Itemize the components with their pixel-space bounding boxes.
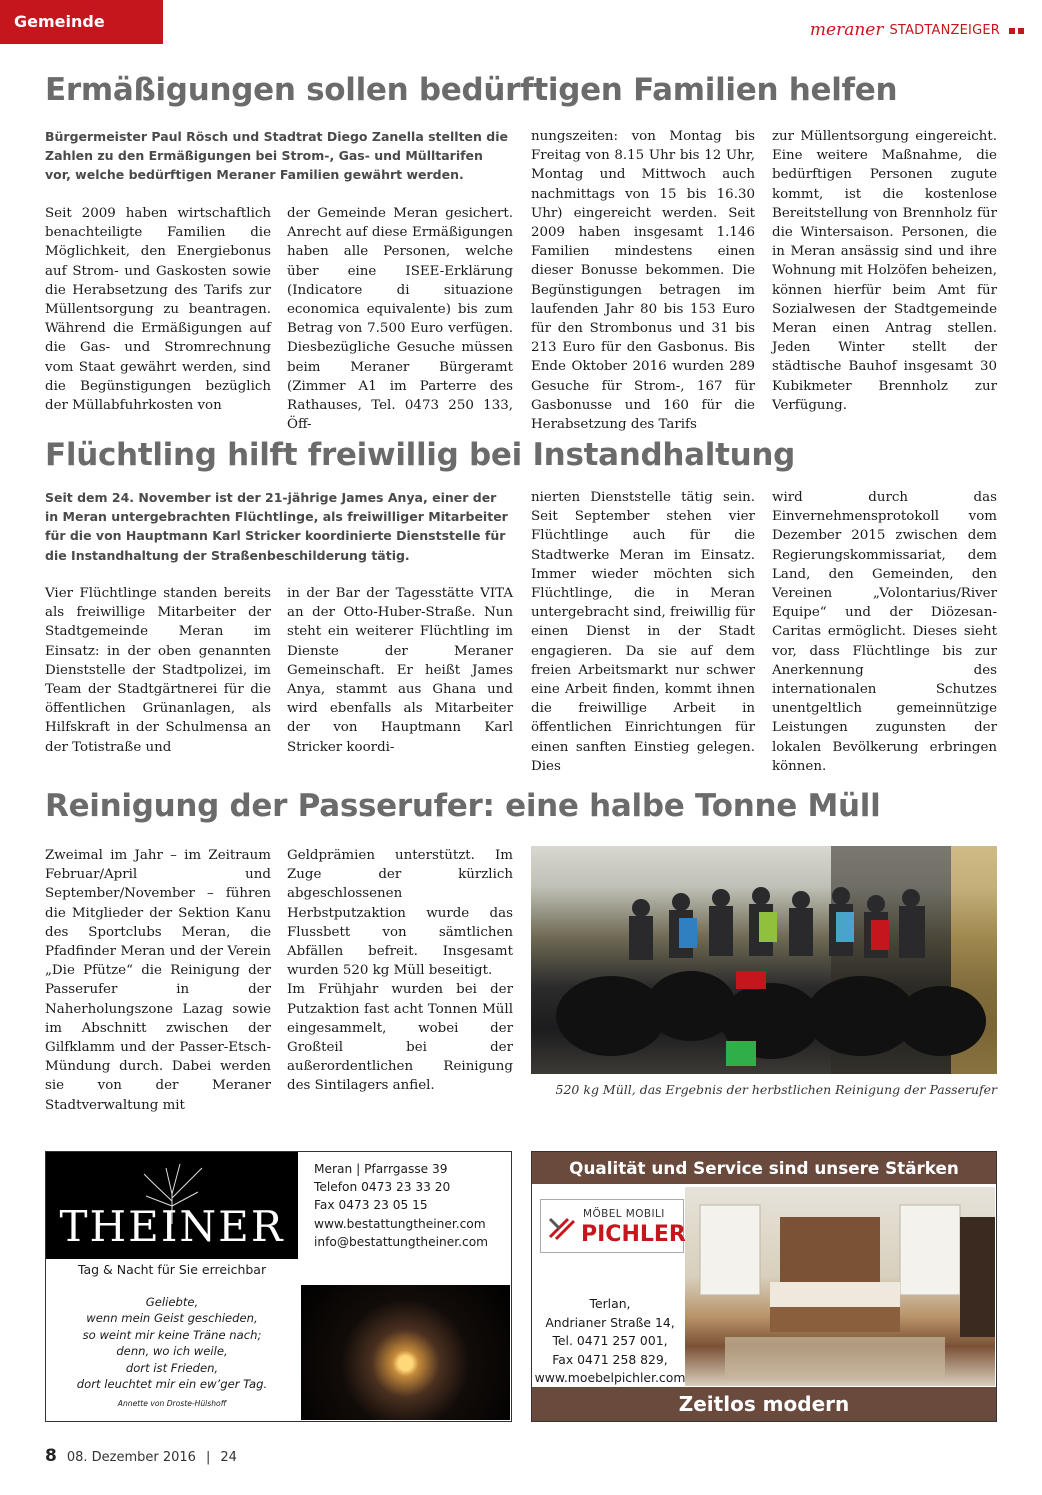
ad-pichler	[531, 1151, 997, 1422]
page-footer	[45, 1446, 237, 1466]
section-tab: Gemeinde	[0, 0, 163, 44]
pichler-street: Andrianer Straße 14,	[545, 1314, 675, 1330]
theiner-fax: Fax 0473 23 05 15	[314, 1198, 428, 1213]
article3-paragraph-2: Im Frühjahr wurden bei der Putzaktion fast acht Tonnen Müll eingesammelt, wobei der Großteil bei der außerordentlichen Reinigung des Sintilagers anfiel.	[287, 982, 513, 1094]
theiner-slogan: Tag & Nacht für Sie erreichbar	[77, 1262, 267, 1277]
footer-separator: |	[205, 1450, 211, 1465]
masthead	[810, 20, 1024, 40]
article1-column-1: Seit 2009 haben wirtschaftlich benachteiligte Familien die Möglichkeit, den Energiebonus auf Strom- und Gaskosten sowie die Herabsetzung des Tarifs zur Müllentsorgung zu beantragen. Während die Ermäßigungen auf die Gas- und Stromrechnung vom Staat gewährt werden, sind die Begünstigungen bezüglich der Müllabfuhrkosten von	[45, 206, 271, 414]
theiner-phone: Telefon 0473 23 33 20	[314, 1180, 451, 1195]
poem-line: dort leuchtet mir ein ew’ger Tag.	[76, 1377, 268, 1392]
brand-caps: STADTANZEIGER	[889, 22, 1000, 38]
brand-script: meraner	[809, 20, 884, 40]
issue-number: 24	[220, 1450, 237, 1465]
candle-photo	[301, 1285, 510, 1420]
pichler-banner: Qualität und Service sind unsere Stärken	[532, 1152, 996, 1184]
pichler-tagline: Zeitlos modern	[532, 1387, 996, 1421]
tools-icon	[546, 1209, 580, 1243]
article3-column-1: Zweimal im Jahr – im Zeitraum Februar/April und September/November – führen die Mitglieder der Sektion Kanu des Sportclubs Meran, die Pfadfinder Meran und der Verein „Die Pfütze“ die Reinigung der Passerufer in der Naherholungszone Lazag sowie im Abschnitt zwischen der Gilfklamm und der Passer-Etsch-Mündung durch. Dabei werden sie von der Meraner Stadtverwaltung mit	[45, 848, 271, 1113]
ad-theiner	[45, 1151, 512, 1422]
page-number: 8	[45, 1446, 57, 1466]
pichler-logo	[540, 1199, 684, 1253]
article2-headline: Flüchtling hilft freiwillig bei Instandhaltung	[45, 437, 796, 473]
article1-column-3: nungszeiten: von Montag bis Freitag von 8.15 Uhr bis 12 Uhr, Montag und Mittwoch auch nachmittags von 15 bis 16.30 Uhr) eingereicht werden. Seit 2009 haben insgesamt 1.146 Familien mindestens einen dieser Bonusse bekommen. Die Begünstigungen betragen im laufenden Jahr 80 bis 153 Euro für den Strombonus und 31 bis 213 Euro für den Gasbonus. Bis Ende Oktober 2016 wurden 289 Gesuche für Strom-, 167 für Gasbonusse und 160 für die Herabsetzung des Tarifs	[531, 129, 755, 433]
article1-column-2: der Gemeinde Meran gesichert. Anrecht auf diese Ermäßigungen haben alle Personen, welche über eine ISEE-Erklärung (Indicatore di situazione economica equivalente) bis zum Betrag von 7.500 Euro verfügen. Diesbezügliche Gesuche müssen beim Meraner Bürgeramt (Zimmer A1 im Parterre des Rathauses, Tel. 0473 250 133, Öff-	[287, 206, 513, 433]
poem-line: wenn mein Geist geschieden,	[86, 1311, 258, 1326]
pichler-city: Terlan,	[589, 1296, 631, 1311]
poem-line: Geliebte,	[145, 1295, 199, 1309]
article1-column-4: zur Müllentsorgung eingereicht. Eine weitere Maßnahme, die bedürftigen Personen zugute kommt, ist die kostenlose Bereitstellung von Brennholz für die Wintersaison. Personen, die in Meran ansässig sind und ihre Wohnung mit Holzöfen beheizen, können hierfür beim Amt für Sozialwesen der Stadtgemeinde Meran einen Antrag stellen. Jeden Winter stellt der städtische Bauhof insgesamt 30 Kubikmeter Brennholz zur Verfügung.	[772, 129, 997, 413]
pichler-phone: Tel. 0471 257 001,	[552, 1333, 668, 1349]
article1-headline: Ermäßigungen sollen bedürftigen Familien helfen	[45, 72, 898, 108]
article3-headline: Reinigung der Passerufer: eine halbe Tonne Müll	[45, 788, 881, 824]
article2-column-2: in der Bar der Tagesstätte VITA an der Otto-Huber-Straße. Nun steht ein weiterer Flüchtling im Dienste der Meraner Gemeinschaft. Er heißt James Anya, stammt aus Ghana und wird ebenfalls als Mitarbeiter der von Hauptmann Karl Stricker koordi-	[287, 586, 513, 755]
poem-line: denn, wo ich weile,	[116, 1344, 228, 1359]
poem-line: dort ist Frieden,	[125, 1360, 219, 1375]
theiner-contact	[314, 1160, 488, 1251]
pichler-logo-small: MÖBEL MOBILI	[583, 1208, 665, 1220]
article3-column-2	[287, 846, 513, 1096]
theiner-email-link[interactable]: info@bestattungtheiner.com	[314, 1234, 489, 1249]
article2-lead: Seit dem 24. November ist der 21-jährige James Anya, einer der in Meran untergebrachten Flüchtlinge, als freiwilliger Mitarbeiter für die von Hauptmann Karl Stricker koordinierte Dienststelle für die Instandhaltung der Straßenbeschilderung tätig.	[45, 490, 508, 563]
theiner-logo	[46, 1152, 298, 1259]
photo-illustration	[531, 846, 997, 1074]
pichler-fax: Fax 0471 258 829,	[552, 1351, 668, 1367]
bedroom-photo	[685, 1187, 995, 1386]
poem-author: Annette von Droste-Hülshoff	[117, 1399, 227, 1408]
theiner-website-link[interactable]: www.bestattungtheiner.com	[314, 1216, 486, 1231]
pichler-website-link[interactable]: www.moebelpichler.com	[534, 1370, 686, 1386]
issue-date: 08. Dezember 2016	[66, 1450, 196, 1465]
pichler-logo-big: PICHLER	[581, 1222, 686, 1247]
theiner-poem	[46, 1294, 298, 1392]
article1-lead: Bürgermeister Paul Rösch und Stadtrat Diego Zanella stellten die Zahlen zu den Ermäßigungen bei Strom-, Gas- und Mülltarifen vor, welche bedürftigen Meraner Familien gewährt werden.	[45, 129, 508, 183]
poem-line: so weint mir keine Träne nach;	[82, 1327, 262, 1342]
brand-squares-icon	[1006, 22, 1024, 38]
article3-paragraph-1: Geldprämien unterstützt. Im Zuge der kürzlich abgeschlossenen Herbstputzaktion wurde das Flussbett von sämtlichen Abfällen befreit. Insgesamt wurden 520 kg Müll beseitigt.	[287, 848, 513, 979]
photo-caption: 520 kg Müll, das Ergebnis der herbstlichen Reinigung der Passerufer	[555, 1082, 997, 1097]
cleanup-group-photo	[531, 846, 997, 1074]
theiner-address: Meran | Pfarrgasse 39	[314, 1162, 448, 1176]
theiner-wordmark: THEINER	[59, 1202, 285, 1251]
pichler-address	[532, 1295, 688, 1388]
article2-column-4: wird durch das Einvernehmensprotokoll vom Dezember 2015 zwischen dem Regierungskommissariat, dem Land, den Gemeinden, den Vereinen „Volontarius/River Equipe“ und der Diözesan-Caritas ermöglicht. Dieses sieht vor, dass Flüchtlinge bis zur Anerkennung des internationalen Schutzes unentgeltlich gemeinnützige Leistungen zugunsten der lokalen Bevölkerung erbringen können.	[772, 490, 997, 774]
article2-column-3: nierten Dienststelle tätig sein. Seit September stehen vier Flüchtlinge auch für die Stadtwerke Meran im Einsatz. Immer wieder möchten sich Flüchtlinge, die in Meran untergebracht sind, freiwillig für einen Dienst in der Stadt engagieren. Da sie auf dem freien Arbeitsmarkt nur schwer eine Arbeit finden, kommt ihnen die freiwillige Arbeit in öffentlichen Einrichtungen für einen sanften Einstieg gelegen. Dies	[531, 490, 755, 774]
bedroom-illustration	[685, 1187, 995, 1386]
article2-column-1: Vier Flüchtlinge standen bereits als freiwillige Mitarbeiter der Stadtgemeinde Meran im Einsatz: in der oben genannten Dienststelle der Stadtpolizei, im Team der Stadtgärtnerei für die öffentlichen Grünanlagen, als Hilfskraft in der Schulmensa an der Totistraße und	[45, 586, 271, 755]
